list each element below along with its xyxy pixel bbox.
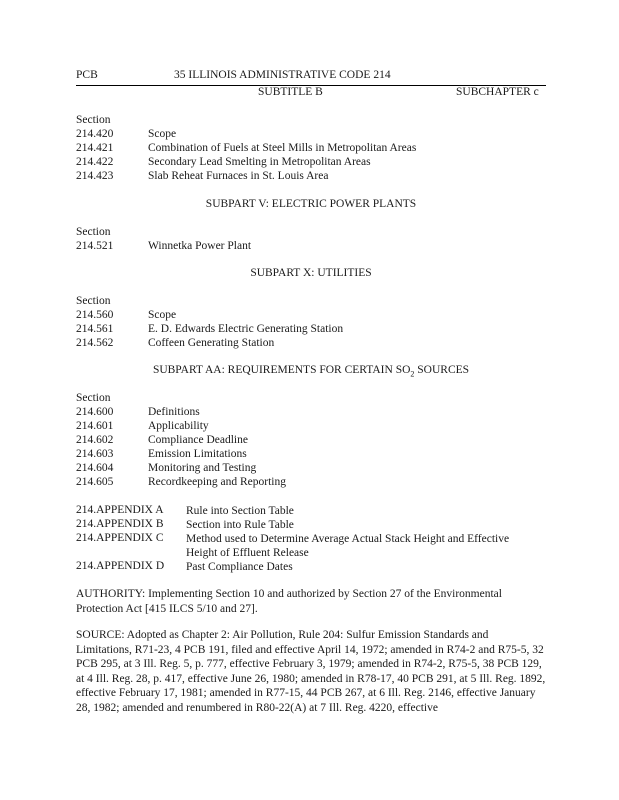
section-title: Scope <box>148 128 177 140</box>
section-label: Section <box>76 392 111 404</box>
section-number: 214.601 <box>76 420 114 432</box>
subpart-aa-heading-tail: SOURCES <box>414 364 470 376</box>
section-title: E. D. Edwards Electric Generating Station <box>148 323 344 335</box>
section-number: 214.603 <box>76 448 114 460</box>
section-number: 214.421 <box>76 142 114 154</box>
section-number: 214.423 <box>76 170 114 182</box>
section-title: Combination of Fuels at Steel Mills in Metropolitan Areas <box>148 142 417 154</box>
section-label: Section <box>76 295 111 307</box>
section-number: 214.561 <box>76 323 114 335</box>
section-title: Slab Reheat Furnaces in St. Louis Area <box>148 170 329 182</box>
appendix-title: Past Compliance Dates <box>186 561 293 573</box>
section-title: Monitoring and Testing <box>148 462 257 474</box>
appendix-number: 214.APPENDIX C <box>76 532 164 544</box>
section-label: Section <box>76 114 111 126</box>
appendix-number: 214.APPENDIX B <box>76 518 164 530</box>
section-number: 214.420 <box>76 128 114 140</box>
header-subtitle: SUBTITLE B <box>258 86 323 98</box>
section-number: 214.562 <box>76 337 114 349</box>
section-title: Winnetka Power Plant <box>148 240 252 252</box>
section-title: Scope <box>148 309 177 321</box>
subpart-aa-heading-main: SUBPART AA: REQUIREMENTS FOR CERTAIN SO <box>152 364 411 376</box>
appendix-number: 214.APPENDIX A <box>76 504 164 516</box>
header-agency: PCB <box>76 69 98 81</box>
header-subchapter: SUBCHAPTER c <box>456 86 539 98</box>
authority-paragraph: AUTHORITY: Implementing Section 10 and authorized by Section 27 of the Environmental Protection Act [415 ILCS 5/10 and 27]. <box>76 588 502 615</box>
section-number: 214.604 <box>76 462 114 474</box>
appendix-title: Section into Rule Table <box>186 519 294 531</box>
section-title: Definitions <box>148 406 200 418</box>
subpart-aa-heading-subscript: 2 <box>410 369 415 379</box>
header-code-title: 35 ILLINOIS ADMINISTRATIVE CODE 214 <box>174 69 391 81</box>
running-header <box>76 69 546 86</box>
section-number: 214.521 <box>76 240 114 252</box>
section-title: Compliance Deadline <box>148 434 248 446</box>
section-number: 214.602 <box>76 434 114 446</box>
section-title: Applicability <box>148 420 209 432</box>
subpart-v-heading: SUBPART V: ELECTRIC POWER PLANTS <box>205 198 417 210</box>
section-number: 214.422 <box>76 156 114 168</box>
appendix-title: Method used to Determine Average Actual Stack Height and Effective Height of Effluent Release <box>186 533 510 559</box>
subpart-aa-heading <box>76 364 546 378</box>
section-number: 214.600 <box>76 406 114 418</box>
appendix-title: Rule into Section Table <box>186 505 294 517</box>
subpart-x-heading: SUBPART X: UTILITIES <box>250 267 372 279</box>
section-title: Coffeen Generating Station <box>148 337 275 349</box>
section-number: 214.560 <box>76 309 114 321</box>
section-label: Section <box>76 226 111 238</box>
section-title: Emission Limitations <box>148 448 247 460</box>
section-title: Recordkeeping and Reporting <box>148 476 286 488</box>
section-title: Secondary Lead Smelting in Metropolitan Areas <box>148 156 371 168</box>
source-paragraph: SOURCE: Adopted as Chapter 2: Air Pollution, Rule 204: Sulfur Emission Standards and Limitations, R71-23, 4 PCB 191, filed and effective April 14, 1972; amended in R74-2 and R75-5, 32 PCB 295, at 3 Ill. Reg. 5, p. 777, effective February 3, 1979; amended in R74-2, R75-5, 38 PCB 129, at 4 Ill. Reg. 28, p. 417, effective June 26, 1980; amended in R78-17, 40 PCB 291, at 5 Ill. Reg. 1892, effective February 17, 1981; amended in R77-15, 44 PCB 267, at 6 Ill. Reg. 2146, effective January 28, 1982; amended and renumbered in R80-22(A) at 7 Ill. Reg. 4220, effective <box>76 629 546 714</box>
section-number: 214.605 <box>76 476 114 488</box>
appendix-number: 214.APPENDIX D <box>76 560 165 572</box>
